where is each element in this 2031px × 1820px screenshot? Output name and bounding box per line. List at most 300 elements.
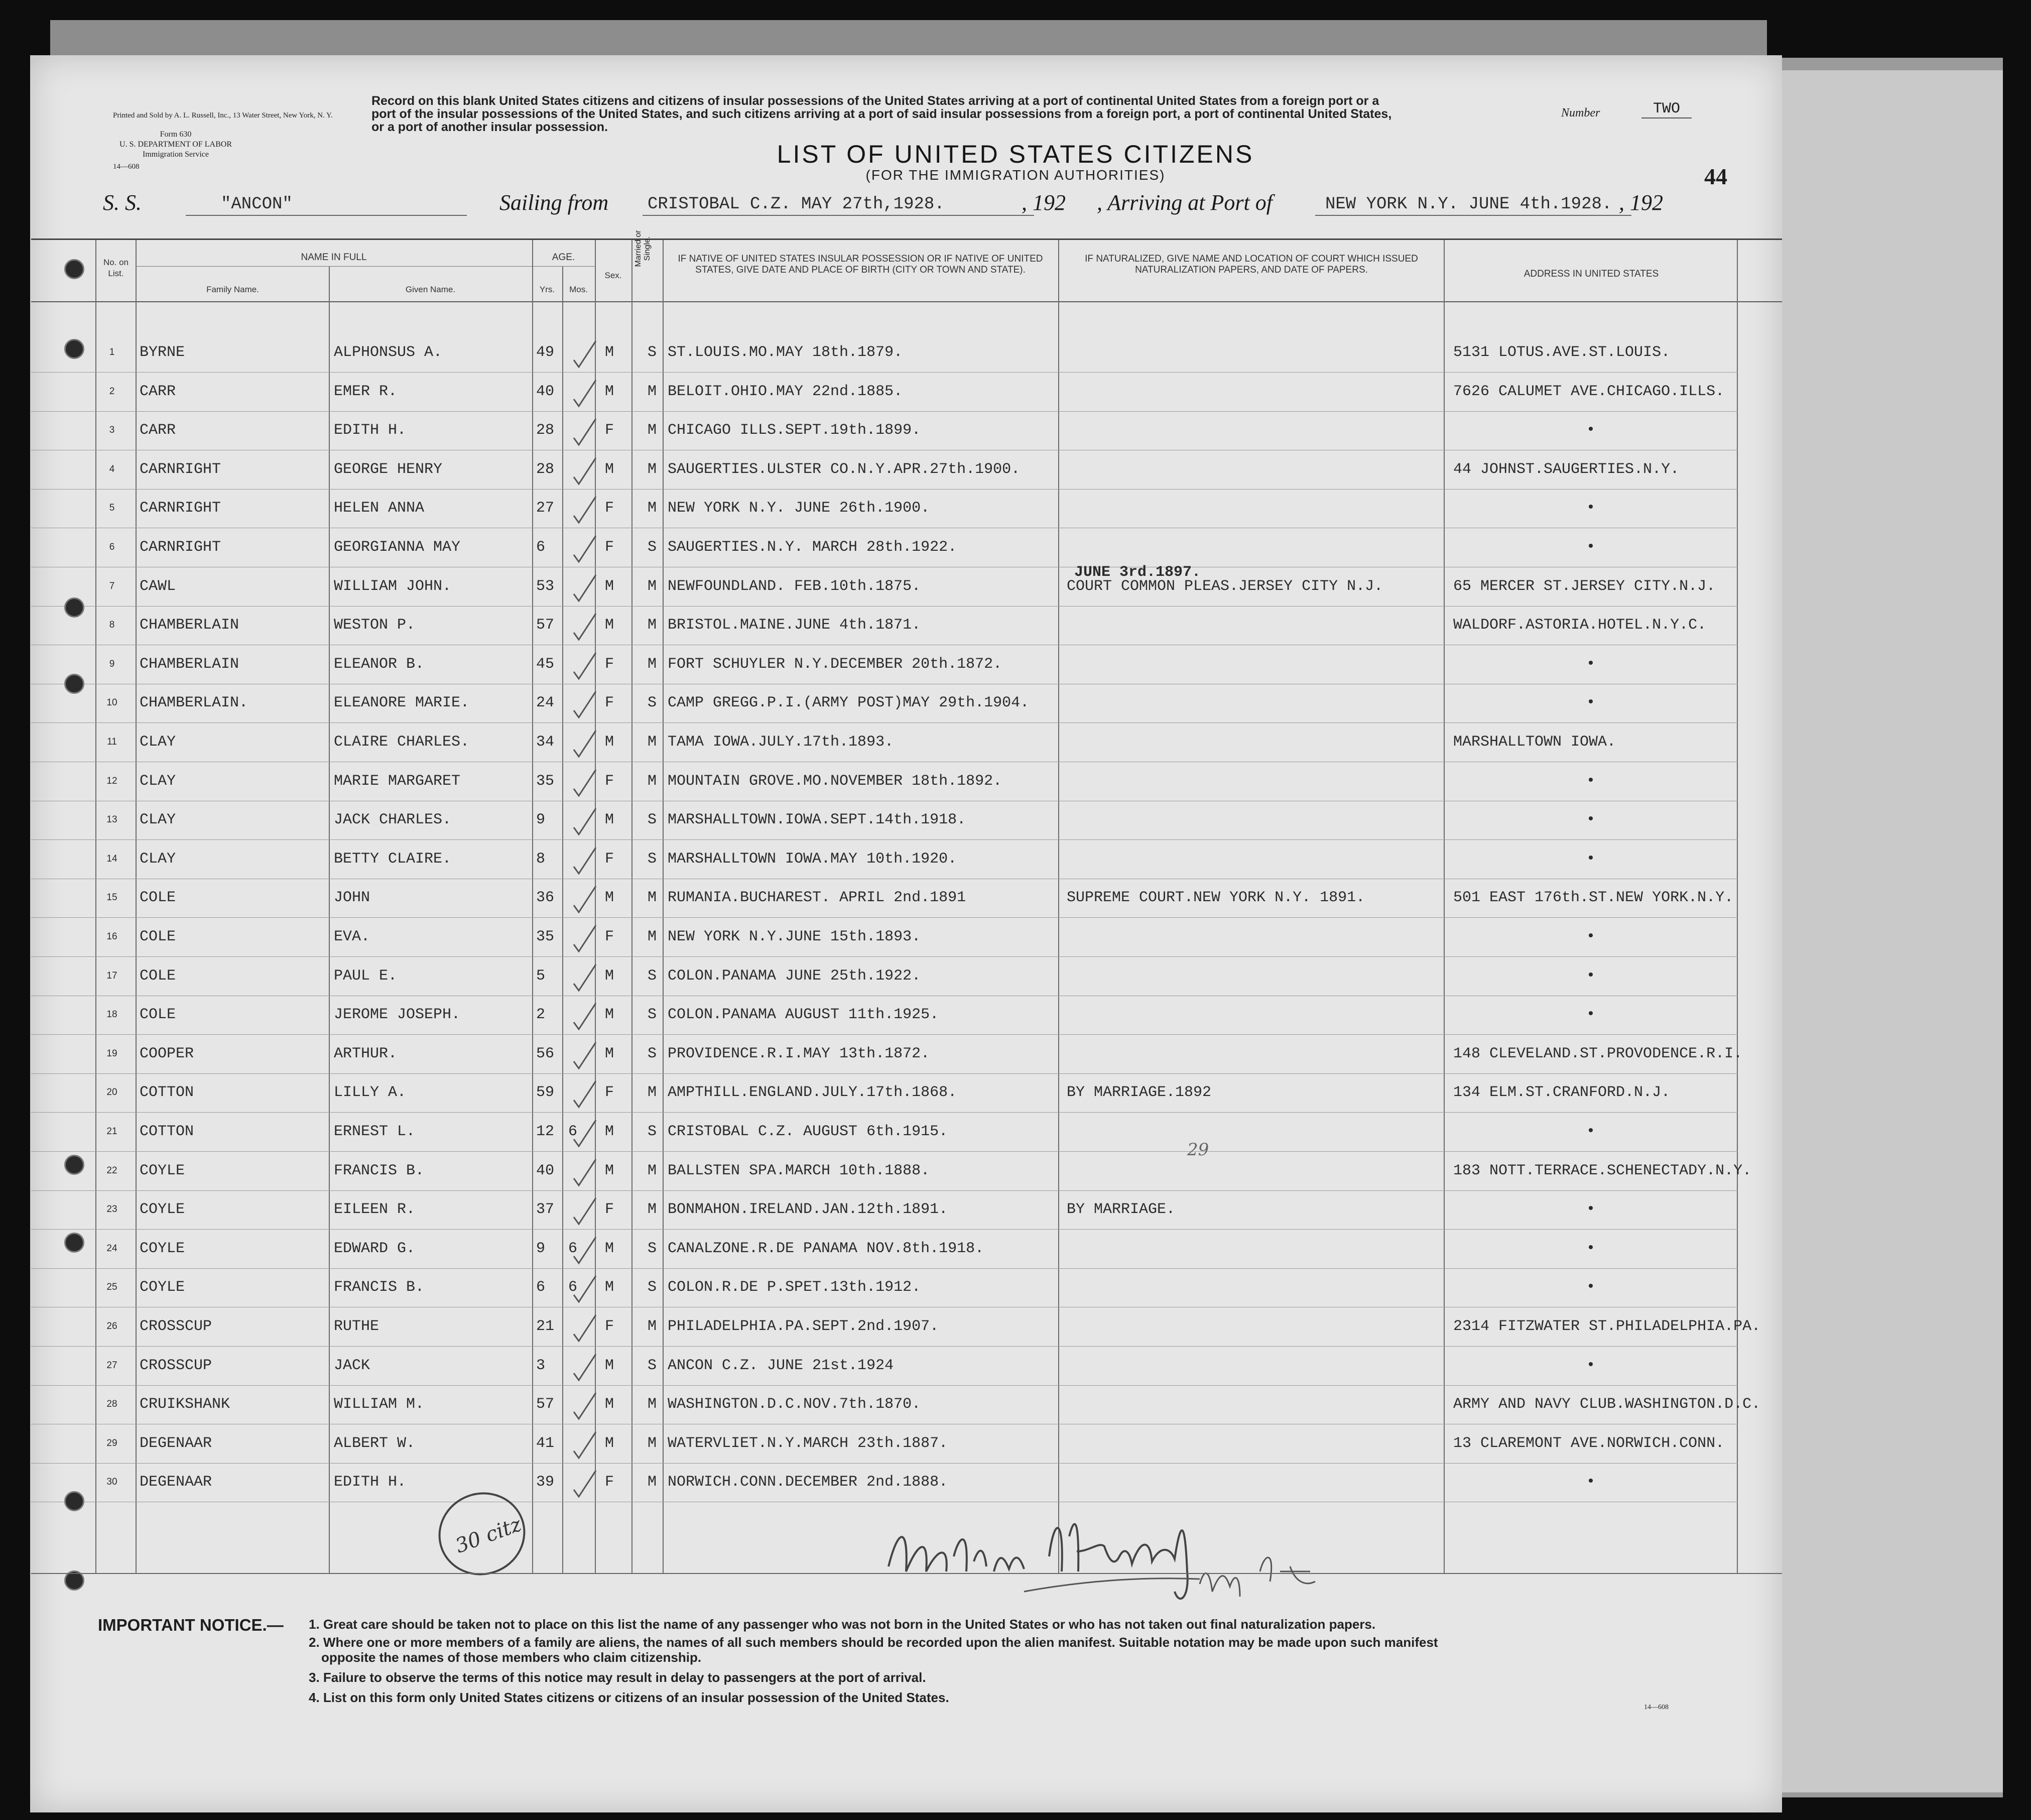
us-address: 13 CLAREMONT AVE.NORWICH.CONN. bbox=[1453, 1434, 1725, 1452]
birth-place-date: AMPTHILL.ENGLAND.JULY.17th.1868. bbox=[668, 1084, 957, 1102]
birth-place-date: CHICAGO ILLS.SEPT.19th.1899. bbox=[668, 422, 921, 439]
notice-item-4: 4. List on this form only United States citizens or citizens of an insular possession of the United States. bbox=[309, 1690, 949, 1705]
given-name: ERNEST L. bbox=[334, 1123, 416, 1140]
naturalization-court: BY MARRIAGE. bbox=[1067, 1201, 1176, 1219]
family-name: CRUIKSHANK bbox=[140, 1396, 230, 1413]
page-number: 44 bbox=[1704, 164, 1727, 189]
sex: F bbox=[605, 772, 614, 790]
family-name: CARR bbox=[140, 422, 176, 439]
given-name: PAUL E. bbox=[334, 967, 398, 985]
birth-place-date: BONMAHON.IRELAND.JAN.12th.1891. bbox=[668, 1201, 948, 1219]
given-name: JEROME JOSEPH. bbox=[334, 1006, 461, 1024]
row-number: 16 bbox=[106, 931, 117, 942]
check-mark-icon bbox=[570, 492, 600, 527]
col-header-mos: Mos. bbox=[569, 285, 588, 294]
age-years: 41 bbox=[536, 1434, 555, 1452]
check-mark-icon bbox=[570, 959, 600, 995]
check-mark-icon bbox=[570, 570, 600, 605]
given-name: JOHN bbox=[334, 889, 370, 907]
check-mark-icon bbox=[570, 1037, 600, 1072]
notice-item-2: 2. Where one or more members of a family are aliens, the names of all such members should be recorded upon the alien manifest. Suitable notation may be made upon such manifest bbox=[309, 1635, 1438, 1650]
table-row bbox=[0, 1113, 1807, 1152]
us-address: 2314 FITZWATER ST.PHILADELPHIA.PA. bbox=[1453, 1318, 1761, 1335]
table-row bbox=[0, 451, 1807, 490]
row-number: 3 bbox=[109, 425, 115, 436]
given-name: JACK bbox=[334, 1357, 370, 1374]
printer-credit: Printed and Sold by A. L. Russell, Inc., 13 Water Street, New York, N. Y. bbox=[113, 111, 333, 119]
birth-place-date: BRISTOL.MAINE.JUNE 4th.1871. bbox=[668, 617, 921, 634]
given-name: ALBERT W. bbox=[334, 1434, 416, 1452]
family-name: CARNRIGHT bbox=[140, 460, 221, 478]
family-name: COYLE bbox=[140, 1240, 185, 1257]
table-row bbox=[0, 1308, 1807, 1347]
arriving-at-value: NEW YORK N.Y. JUNE 4th.1928. bbox=[1325, 195, 1612, 214]
sex: F bbox=[605, 928, 614, 945]
age-years: 28 bbox=[536, 422, 555, 439]
age-years: 57 bbox=[536, 1396, 555, 1413]
table-row bbox=[0, 646, 1807, 684]
row-number: 26 bbox=[106, 1321, 117, 1331]
sex: M bbox=[605, 1162, 614, 1179]
sex: M bbox=[605, 460, 614, 478]
row-number: 21 bbox=[106, 1126, 117, 1137]
marital-status: S bbox=[648, 1006, 657, 1024]
birth-place-date: WASHINGTON.D.C.NOV.7th.1870. bbox=[668, 1396, 921, 1413]
check-mark-icon bbox=[570, 414, 600, 449]
birth-place-date: WATERVLIET.N.Y.MARCH 23th.1887. bbox=[668, 1434, 948, 1452]
birth-place-date: ST.LOUIS.MO.MAY 18th.1879. bbox=[668, 344, 903, 361]
table-row bbox=[0, 996, 1807, 1035]
sex: M bbox=[605, 383, 614, 400]
given-name: FRANCIS B. bbox=[334, 1162, 425, 1179]
us-address: • bbox=[1586, 655, 1596, 673]
sex: F bbox=[605, 1474, 614, 1491]
birth-place-date: MARSHALLTOWN.IOWA.SEPT.14th.1918. bbox=[668, 811, 966, 829]
age-years: 39 bbox=[536, 1474, 555, 1491]
birth-place-date: CRISTOBAL C.Z. AUGUST 6th.1915. bbox=[668, 1123, 948, 1140]
row-number: 7 bbox=[109, 580, 115, 591]
binder-hole bbox=[64, 259, 84, 279]
row-number: 27 bbox=[106, 1360, 117, 1371]
family-name: CROSSCUP bbox=[140, 1357, 212, 1374]
col-header-given: Given Name. bbox=[405, 285, 456, 294]
table-row bbox=[0, 1152, 1807, 1191]
age-years: 35 bbox=[536, 928, 555, 945]
row-number: 19 bbox=[106, 1048, 117, 1059]
table-row bbox=[0, 840, 1807, 879]
table-row bbox=[0, 879, 1807, 918]
family-name: CROSSCUP bbox=[140, 1318, 212, 1335]
naturalization-court: BY MARRIAGE.1892 bbox=[1067, 1084, 1212, 1102]
given-name: EILEEN R. bbox=[334, 1201, 416, 1219]
naturalization-date: JUNE 3rd.1897. bbox=[1074, 563, 1201, 581]
sailing-from-value: CRISTOBAL C.Z. MAY 27th,1928. bbox=[648, 195, 945, 214]
check-mark-icon bbox=[570, 1310, 600, 1345]
table-row bbox=[0, 684, 1807, 723]
check-mark-icon bbox=[570, 453, 600, 488]
check-mark-icon bbox=[570, 920, 600, 955]
record-line-3: or a port of another insular possession. bbox=[371, 120, 608, 134]
given-name: GEORGE HENRY bbox=[334, 460, 443, 478]
row-number: 24 bbox=[106, 1243, 117, 1254]
marital-status: S bbox=[648, 967, 657, 985]
us-address: 7626 CALUMET AVE.CHICAGO.ILLS. bbox=[1453, 383, 1725, 400]
given-name: RUTHE bbox=[334, 1318, 379, 1335]
marital-status: M bbox=[648, 383, 657, 400]
family-name: COYLE bbox=[140, 1162, 185, 1179]
sex: M bbox=[605, 1396, 614, 1413]
table-row bbox=[0, 1386, 1807, 1424]
table-row bbox=[0, 606, 1807, 645]
us-address: • bbox=[1586, 811, 1596, 829]
age-years: 45 bbox=[536, 655, 555, 673]
family-name: CLAY bbox=[140, 811, 176, 829]
notice-heading: IMPORTANT NOTICE.— bbox=[98, 1616, 284, 1634]
age-months: 6 bbox=[568, 1123, 578, 1140]
service-name: Immigration Service bbox=[143, 150, 209, 159]
row-number: 22 bbox=[106, 1165, 117, 1176]
birth-place-date: BALLSTEN SPA.MARCH 10th.1888. bbox=[668, 1162, 930, 1179]
sex: M bbox=[605, 1240, 614, 1257]
marital-status: M bbox=[648, 1201, 657, 1219]
given-name: EDITH H. bbox=[334, 1474, 407, 1491]
table-row bbox=[0, 957, 1807, 996]
given-name: CLAIRE CHARLES. bbox=[334, 734, 470, 751]
given-name: EVA. bbox=[334, 928, 370, 945]
row-number: 4 bbox=[109, 463, 115, 474]
notice-item-1: 1. Great care should be taken not to place on this list the name of any passenger who was not born in the United States or who has not taken out final naturalization papers. bbox=[309, 1617, 1376, 1632]
age-years: 53 bbox=[536, 577, 555, 595]
col-header-family: Family Name. bbox=[206, 285, 259, 294]
row-number: 5 bbox=[109, 503, 115, 514]
form-code: 14—608 bbox=[113, 163, 140, 171]
marital-status: M bbox=[648, 617, 657, 634]
check-mark-icon bbox=[570, 803, 600, 838]
col-header-no: No. on List. bbox=[103, 258, 129, 278]
family-name: COLE bbox=[140, 928, 176, 945]
row-number: 13 bbox=[106, 814, 117, 825]
marital-status: M bbox=[648, 1434, 657, 1452]
sex: F bbox=[605, 694, 614, 712]
age-years: 9 bbox=[536, 811, 546, 829]
age-years: 9 bbox=[536, 1240, 546, 1257]
family-name: COLE bbox=[140, 1006, 176, 1024]
row-number: 10 bbox=[106, 697, 117, 708]
check-mark-icon bbox=[570, 842, 600, 878]
col-header-naturalized: IF NATURALIZED, GIVE NAME AND LOCATION OF COURT WHICH ISSUED NATURALIZATION PAPERS, AND DATE OF PAPERS. bbox=[1085, 254, 1418, 275]
age-years: 28 bbox=[536, 460, 555, 478]
sex: F bbox=[605, 1318, 614, 1335]
sex: F bbox=[605, 422, 614, 439]
page-title: LIST OF UNITED STATES CITIZENS bbox=[777, 140, 1254, 168]
age-years: 35 bbox=[536, 772, 555, 790]
row-number: 2 bbox=[109, 386, 115, 397]
sex: F bbox=[605, 1084, 614, 1102]
arriving-underline bbox=[1315, 215, 1631, 216]
row-number: 23 bbox=[106, 1204, 117, 1215]
us-address: MARSHALLTOWN IOWA. bbox=[1453, 734, 1616, 751]
marital-status: M bbox=[648, 460, 657, 478]
check-mark-icon bbox=[570, 375, 600, 410]
birth-place-date: ANCON C.Z. JUNE 21st.1924 bbox=[668, 1357, 894, 1374]
row-number: 28 bbox=[106, 1399, 117, 1410]
us-address: • bbox=[1586, 1240, 1596, 1257]
birth-place-date: NORWICH.CONN.DECEMBER 2nd.1888. bbox=[668, 1474, 948, 1491]
count-annotation: 30 citz bbox=[452, 1513, 525, 1558]
col-header-name-group: NAME IN FULL bbox=[301, 252, 367, 263]
birth-place-date: CAMP GREGG.P.I.(ARMY POST)MAY 29th.1904. bbox=[668, 694, 1030, 712]
header-bottom-border bbox=[31, 301, 1782, 302]
us-address: • bbox=[1586, 850, 1596, 868]
col-header-age-group: AGE. bbox=[552, 252, 575, 263]
marital-status: S bbox=[648, 1045, 657, 1062]
family-name: COLE bbox=[140, 889, 176, 907]
marital-status: M bbox=[648, 928, 657, 945]
age-years: 40 bbox=[536, 383, 555, 400]
us-address: 134 ELM.ST.CRANFORD.N.J. bbox=[1453, 1084, 1671, 1102]
table-row bbox=[0, 490, 1807, 528]
sex: F bbox=[605, 539, 614, 556]
check-mark-icon bbox=[570, 1388, 600, 1423]
family-name: CLAY bbox=[140, 850, 176, 868]
us-address: • bbox=[1586, 1474, 1596, 1491]
naturalization-court: SUPREME COURT.NEW YORK N.Y. 1891. bbox=[1067, 889, 1365, 907]
marital-status: S bbox=[648, 1279, 657, 1296]
marital-status: S bbox=[648, 344, 657, 361]
birth-place-date: MARSHALLTOWN IOWA.MAY 10th.1920. bbox=[668, 850, 957, 868]
birth-place-date: NEW YORK N.Y.JUNE 15th.1893. bbox=[668, 928, 921, 945]
family-name: COLE bbox=[140, 967, 176, 985]
check-mark-icon bbox=[570, 336, 600, 371]
naturalization-court: COURT COMMON PLEAS.JERSEY CITY N.J. bbox=[1067, 577, 1383, 595]
age-years: 49 bbox=[536, 344, 555, 361]
given-name: WILLIAM M. bbox=[334, 1396, 425, 1413]
row-number: 25 bbox=[106, 1282, 117, 1293]
family-name: COTTON bbox=[140, 1123, 194, 1140]
given-name: HELEN ANNA bbox=[334, 500, 425, 517]
age-years: 36 bbox=[536, 889, 555, 907]
us-address: 148 CLEVELAND.ST.PROVODENCE.R.I. bbox=[1453, 1045, 1743, 1062]
binder-hole bbox=[64, 1155, 84, 1175]
age-years: 6 bbox=[536, 539, 546, 556]
sailing-label: Sailing from bbox=[499, 190, 609, 215]
age-years: 24 bbox=[536, 694, 555, 712]
table-row bbox=[0, 1347, 1807, 1386]
ss-label: S. S. bbox=[103, 190, 142, 215]
name-group-divider bbox=[136, 266, 537, 267]
given-name: EDWARD G. bbox=[334, 1240, 416, 1257]
table-row bbox=[0, 529, 1807, 567]
check-mark-icon bbox=[570, 1349, 600, 1384]
birth-place-date: PROVIDENCE.R.I.MAY 13th.1872. bbox=[668, 1045, 930, 1062]
number-value: TWO bbox=[1641, 100, 1692, 118]
check-mark-icon bbox=[570, 609, 600, 644]
given-name: ALPHONSUS A. bbox=[334, 344, 443, 361]
ship-name: "ANCON" bbox=[221, 195, 293, 214]
marital-status: S bbox=[648, 1240, 657, 1257]
marital-status: S bbox=[648, 539, 657, 556]
col-header-yrs: Yrs. bbox=[539, 285, 555, 294]
given-name: JACK CHARLES. bbox=[334, 811, 452, 829]
age-years: 40 bbox=[536, 1162, 555, 1179]
us-address: 5131 LOTUS.AVE.ST.LOUIS. bbox=[1453, 344, 1671, 361]
family-name: CARNRIGHT bbox=[140, 500, 221, 517]
birth-place-date: SAUGERTIES.N.Y. MARCH 28th.1922. bbox=[668, 539, 957, 556]
given-name: EMER R. bbox=[334, 383, 398, 400]
us-address: • bbox=[1586, 422, 1596, 439]
sex: M bbox=[605, 1357, 614, 1374]
table-row bbox=[0, 801, 1807, 840]
row-number: 18 bbox=[106, 1009, 117, 1020]
sex: M bbox=[605, 734, 614, 751]
age-years: 5 bbox=[536, 967, 546, 985]
sex: M bbox=[605, 1045, 614, 1062]
age-years: 8 bbox=[536, 850, 546, 868]
age-years: 56 bbox=[536, 1045, 555, 1062]
marital-status: M bbox=[648, 500, 657, 517]
sex: M bbox=[605, 1279, 614, 1296]
row-number: 15 bbox=[106, 892, 117, 903]
check-mark-icon bbox=[570, 1232, 600, 1267]
officer-signature bbox=[878, 1496, 1330, 1627]
form-number: Form 630 bbox=[160, 130, 192, 139]
record-line-1: Record on this blank United States citizens and citizens of insular possessions of the United States arriving at a port of continental United States from a foreign port or a bbox=[371, 94, 1379, 108]
marital-status: M bbox=[648, 1474, 657, 1491]
table-top-border bbox=[31, 238, 1782, 240]
notice-item-3: 3. Failure to observe the terms of this notice may result in delay to passengers at the port of arrival. bbox=[309, 1670, 926, 1685]
marital-status: M bbox=[648, 1318, 657, 1335]
family-name: COOPER bbox=[140, 1045, 194, 1062]
check-mark-icon bbox=[570, 1427, 600, 1462]
number-label: Number bbox=[1561, 106, 1600, 119]
birth-place-date: SAUGERTIES.ULSTER CO.N.Y.APR.27th.1900. bbox=[668, 460, 1021, 478]
row-number: 1 bbox=[109, 347, 115, 357]
us-address: • bbox=[1586, 694, 1596, 712]
marital-status: M bbox=[648, 889, 657, 907]
us-address: • bbox=[1586, 1201, 1596, 1219]
col-header-married: Married or Single. bbox=[634, 230, 652, 267]
row-number: 11 bbox=[107, 737, 117, 747]
family-name: DEGENAAR bbox=[140, 1474, 212, 1491]
marital-status: S bbox=[648, 694, 657, 712]
family-name: COTTON bbox=[140, 1084, 194, 1102]
us-address: ARMY AND NAVY CLUB.WASHINGTON.D.C. bbox=[1453, 1396, 1761, 1413]
family-name: CARR bbox=[140, 383, 176, 400]
table-row bbox=[0, 1074, 1807, 1113]
family-name: CAWL bbox=[140, 577, 176, 595]
sex: F bbox=[605, 500, 614, 517]
marital-status: S bbox=[648, 1123, 657, 1140]
birth-place-date: BELOIT.OHIO.MAY 22nd.1885. bbox=[668, 383, 903, 400]
family-name: CARNRIGHT bbox=[140, 539, 221, 556]
arriving-label: , Arriving at Port of bbox=[1097, 190, 1273, 215]
table-row bbox=[0, 1425, 1807, 1464]
marital-status: S bbox=[648, 1357, 657, 1374]
us-address: • bbox=[1586, 1123, 1596, 1140]
marital-status: S bbox=[648, 811, 657, 829]
age-years: 3 bbox=[536, 1357, 546, 1374]
row-number: 8 bbox=[109, 620, 115, 631]
binder-hole bbox=[64, 1491, 84, 1511]
marital-status: M bbox=[648, 772, 657, 790]
family-name: CHAMBERLAIN bbox=[140, 617, 239, 634]
us-address: • bbox=[1586, 500, 1596, 517]
sex: M bbox=[605, 1123, 614, 1140]
row-number: 17 bbox=[106, 970, 117, 981]
birth-place-date: RUMANIA.BUCHAREST. APRIL 2nd.1891 bbox=[668, 889, 966, 907]
sex: M bbox=[605, 889, 614, 907]
age-years: 57 bbox=[536, 617, 555, 634]
birth-place-date: FORT SCHUYLER N.Y.DECEMBER 20th.1872. bbox=[668, 655, 1002, 673]
family-name: CHAMBERLAIN bbox=[140, 655, 239, 673]
year-label-1: , 192 bbox=[1022, 190, 1066, 215]
col-header-sex: Sex. bbox=[604, 271, 622, 280]
row-number: 29 bbox=[106, 1437, 117, 1448]
check-mark-icon bbox=[570, 765, 600, 800]
us-address: WALDORF.ASTORIA.HOTEL.N.Y.C. bbox=[1453, 617, 1707, 634]
table-bottom-border bbox=[31, 1573, 1782, 1574]
year-label-2: , 192 bbox=[1619, 190, 1663, 215]
us-address: • bbox=[1586, 539, 1596, 556]
row-number: 14 bbox=[106, 853, 117, 864]
table-row bbox=[0, 1191, 1807, 1230]
binder-hole bbox=[64, 597, 84, 618]
binder-hole bbox=[64, 1233, 84, 1253]
check-mark-icon bbox=[570, 998, 600, 1033]
birth-place-date: TAMA IOWA.JULY.17th.1893. bbox=[668, 734, 894, 751]
marital-status: M bbox=[648, 577, 657, 595]
table-row bbox=[0, 373, 1807, 412]
row-number: 6 bbox=[109, 542, 115, 552]
age-months: 6 bbox=[568, 1279, 578, 1296]
family-name: CHAMBERLAIN. bbox=[140, 694, 248, 712]
family-name: BYRNE bbox=[140, 344, 185, 361]
family-name: DEGENAAR bbox=[140, 1434, 212, 1452]
check-mark-icon bbox=[570, 1115, 600, 1150]
table-row bbox=[0, 763, 1807, 801]
given-name: WILLIAM JOHN. bbox=[334, 577, 452, 595]
age-years: 2 bbox=[536, 1006, 546, 1024]
check-mark-icon bbox=[570, 1193, 600, 1228]
given-name: ELEANORE MARIE. bbox=[334, 694, 470, 712]
sex: M bbox=[605, 967, 614, 985]
us-address: • bbox=[1586, 772, 1596, 790]
age-group-divider bbox=[532, 266, 595, 267]
record-line-2: port of the insular possessions of the United States, and such citizens arriving at a port of said insular possessions from a foreign port, a port of continental United States, bbox=[371, 107, 1392, 121]
check-mark-icon bbox=[570, 725, 600, 761]
check-mark-icon bbox=[570, 686, 600, 721]
table-row bbox=[0, 412, 1807, 450]
us-address: 183 NOTT.TERRACE.SCHENECTADY.N.Y. bbox=[1453, 1162, 1752, 1179]
marital-status: M bbox=[648, 734, 657, 751]
age-years: 6 bbox=[536, 1279, 546, 1296]
table-row bbox=[0, 723, 1807, 762]
given-name: ELEANOR B. bbox=[334, 655, 425, 673]
check-mark-icon bbox=[570, 1271, 600, 1306]
marital-status: M bbox=[648, 1162, 657, 1179]
marital-status: M bbox=[648, 1084, 657, 1102]
us-address: • bbox=[1586, 1279, 1596, 1296]
marital-status: M bbox=[648, 1396, 657, 1413]
sex: M bbox=[605, 617, 614, 634]
row-number: 30 bbox=[106, 1477, 117, 1488]
us-address: • bbox=[1586, 928, 1596, 945]
ship-underline bbox=[186, 215, 467, 216]
us-address: 44 JOHNST.SAUGERTIES.N.Y. bbox=[1453, 460, 1680, 478]
notice-item-2-cont: opposite the names of those members who claim citizenship. bbox=[321, 1650, 702, 1665]
age-years: 34 bbox=[536, 734, 555, 751]
sailing-underline bbox=[643, 215, 1034, 216]
